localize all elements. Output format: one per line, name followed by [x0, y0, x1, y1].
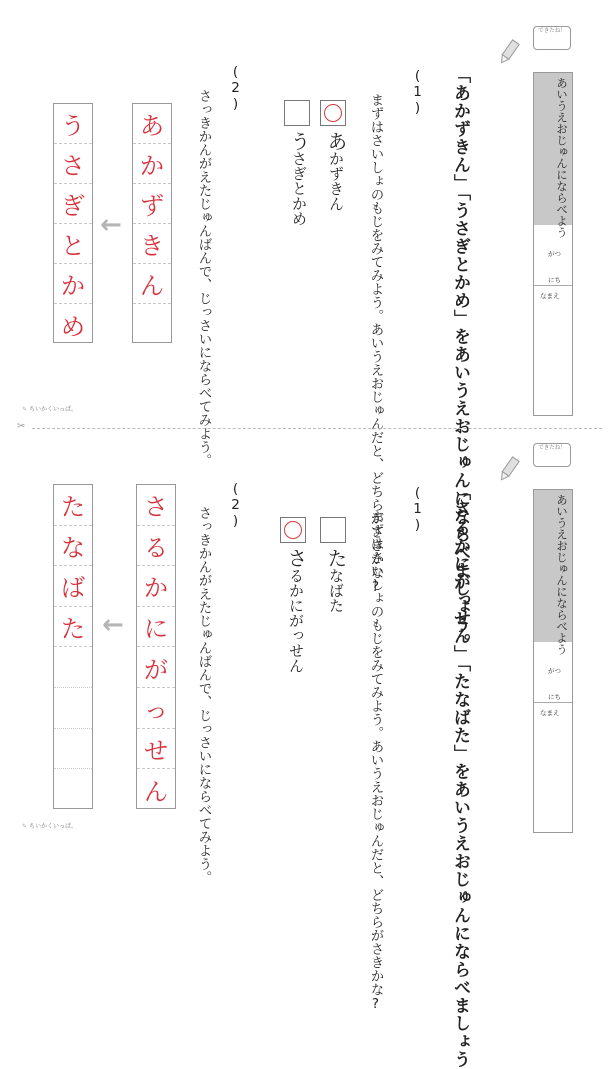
answer-box-1[interactable] [320, 517, 346, 543]
worksheet-title: あいうえおじゅんにならべよう [534, 490, 572, 642]
answer-box-2[interactable] [284, 100, 310, 126]
answer-cell: な [54, 526, 92, 567]
month-label: がつ [548, 250, 561, 258]
choice-2: うさぎとかめ [287, 131, 311, 226]
answer-cell [54, 729, 92, 770]
answer-cell: る [137, 526, 175, 567]
footer-logo: ✎ ちいかくいっぱ。 [22, 823, 77, 830]
answer-cell [54, 647, 92, 688]
answer-cell [54, 688, 92, 729]
day-label: にち [548, 276, 561, 284]
footer-logo: ✎ ちいかくいっぱ。 [22, 406, 77, 413]
answer-cell [54, 769, 92, 810]
worksheet-title: あいうえおじゅんにならべよう [534, 73, 572, 225]
answer-cell: た [54, 607, 92, 648]
q1-number: (1) [409, 485, 426, 533]
answer-cell: ば [54, 566, 92, 607]
answer-box-2[interactable] [280, 517, 306, 543]
answer-cell: あ [133, 104, 171, 144]
choice-1: あかずきん [324, 131, 348, 211]
q2-text: さっきかんがえたじゅんばんで、じっさいにならべてみよう。 [195, 506, 212, 884]
answer-cell: た [54, 485, 92, 526]
answer-cell: せ [137, 729, 175, 770]
answer-cell: う [54, 104, 92, 144]
choice-2: さるかにがっせん [284, 548, 308, 673]
answer-cell: ん [144, 777, 168, 806]
scissors-icon: ✂ [17, 421, 26, 432]
arrow-left-icon: ← [102, 610, 124, 640]
answer-column-2 [53, 103, 93, 343]
q1-number: (1) [409, 68, 426, 116]
header-column [533, 489, 573, 833]
answer-cell: に [137, 607, 175, 648]
q2-text: さっきかんがえたじゅんばんで、じっさいにならべてみよう。 [195, 89, 212, 467]
arrow-left-icon: ← [100, 210, 122, 240]
answer-cell [133, 304, 171, 344]
choice-1: たなばた [324, 548, 348, 613]
answer-cell: と [54, 224, 92, 264]
answer-cell: が [137, 647, 175, 688]
name-label: なまえ [540, 709, 560, 717]
pencil-icon: ✎ [22, 406, 28, 413]
answer-cell: め [61, 312, 85, 341]
pencil-icon: ✎ [22, 823, 28, 830]
badge: できたね！ [533, 26, 571, 50]
answer-cell: さ [137, 485, 175, 526]
answer-cell: ず [133, 184, 171, 224]
answer-cell: か [133, 144, 171, 184]
instruction: 「さるかにがっせん」「たなばた」をあいうえおじゅんにならべましょう [450, 483, 470, 1069]
answer-column-1 [136, 484, 176, 809]
name-label: なまえ [540, 292, 560, 300]
answer-cell: ん [133, 264, 171, 304]
correct-circle [324, 104, 342, 122]
answer-cell: か [137, 566, 175, 607]
day-label: にち [548, 693, 561, 701]
instruction: 「あかずきん」「うさぎとかめ」をあいうえおじゅんにならべましょう。 [450, 66, 470, 652]
pencil-icon [497, 38, 521, 70]
cut-line [32, 428, 602, 429]
answer-cell: ぎ [54, 184, 92, 224]
q1-text: まずはさいしょのもじをみてみよう。あいうえおじゅんだと、どちらがさきかな? [367, 510, 384, 1012]
month-label: がつ [548, 667, 561, 675]
q2-number: (2) [227, 64, 244, 112]
answer-cell: っ [137, 688, 175, 729]
answer-box-1[interactable] [320, 100, 346, 126]
q1-text: まずはさいしょのもじをみてみよう。あいうえおじゅんだと、どちらがさきかな? [367, 93, 384, 595]
answer-cell: き [133, 224, 171, 264]
answer-column-1 [132, 103, 172, 343]
q2-number: (2) [227, 481, 244, 529]
header-column [533, 72, 573, 416]
answer-cell: か [54, 264, 92, 304]
answer-column-2 [53, 484, 93, 809]
badge: できたね！ [533, 443, 571, 467]
pencil-icon [497, 455, 521, 487]
answer-cell: さ [54, 144, 92, 184]
correct-circle [284, 521, 302, 539]
